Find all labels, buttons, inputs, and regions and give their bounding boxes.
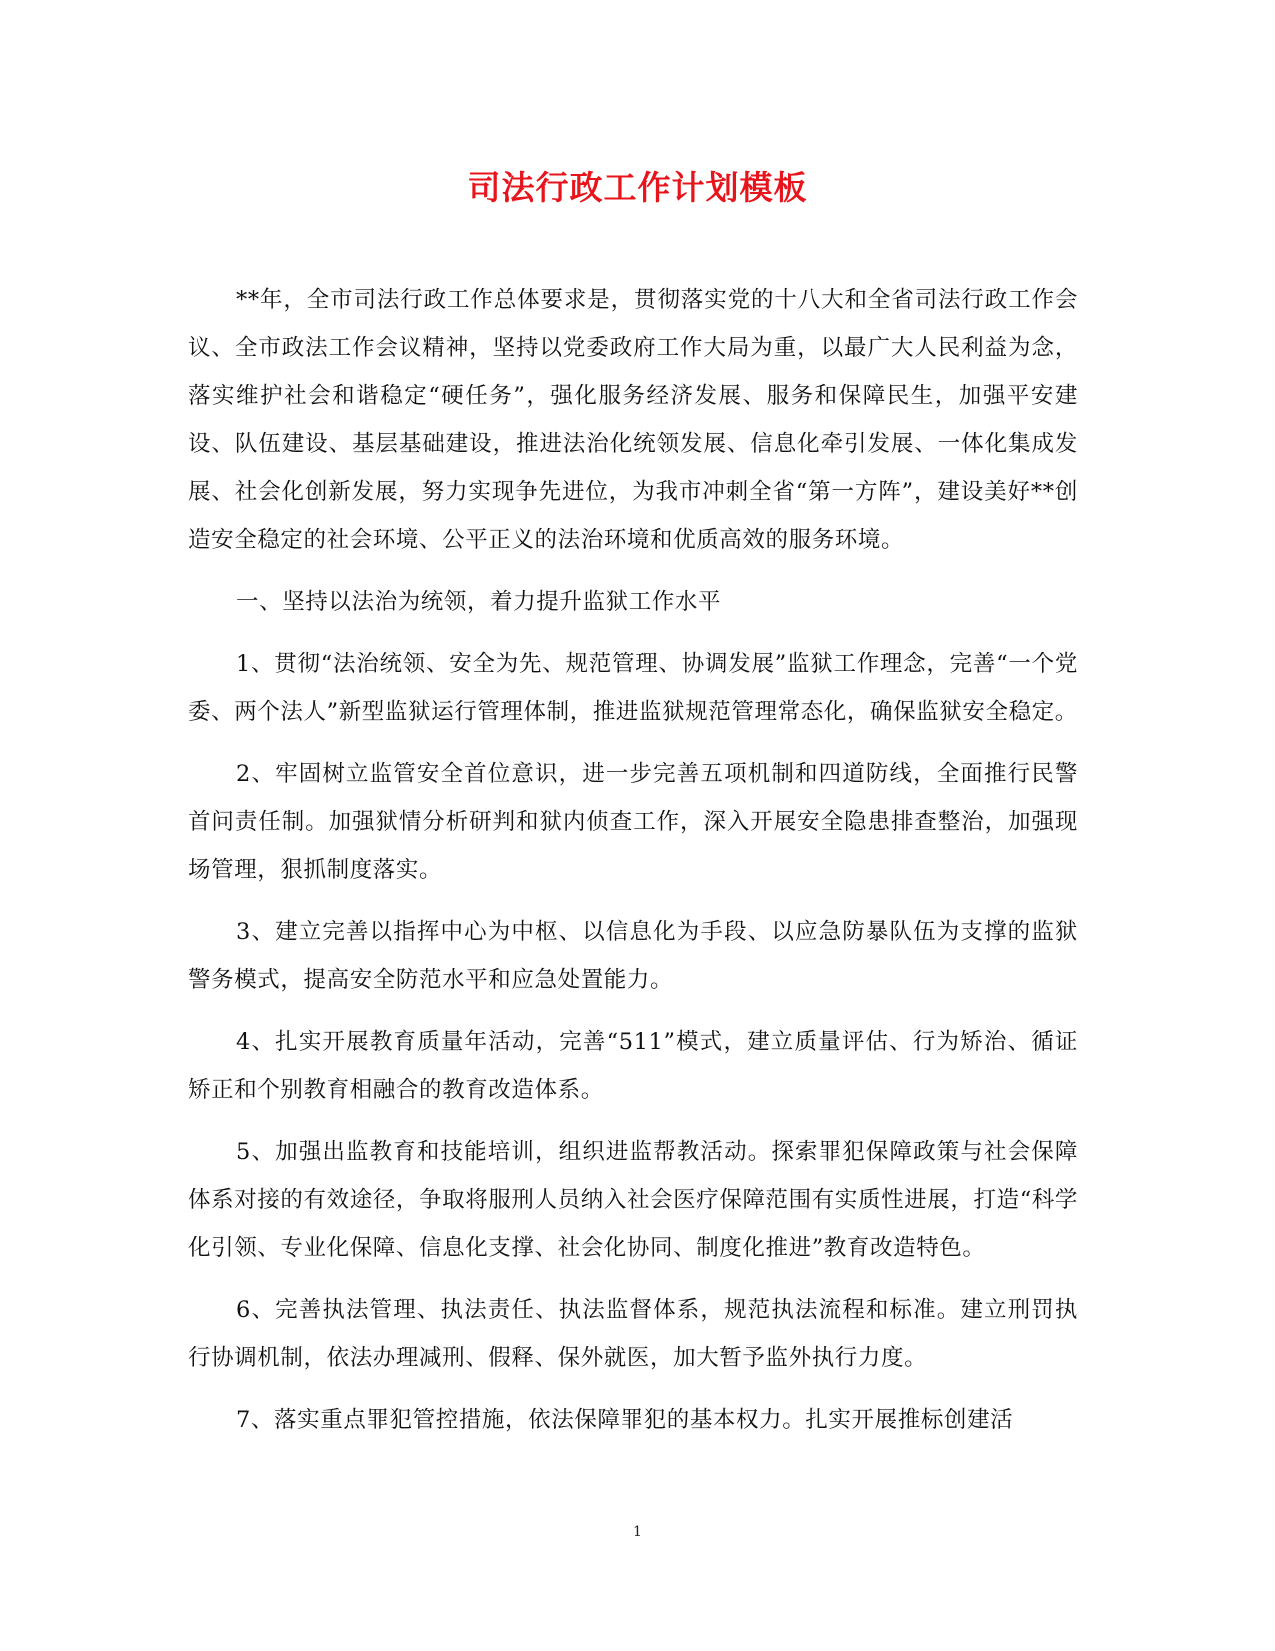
body-paragraph: 5、加强出监教育和技能培训，组织进监帮教活动。探索罪犯保障政策与社会保障体系对接的有效途径，争取将服刑人员纳入社会医疗保障范围有实质性进展，打造“科学化引领、专业化保障、信息化支撑、社会化协同、制度化推进”教育改造特色。 xyxy=(188,1139,1078,1261)
body-paragraph: 4、扎实开展教育质量年活动，完善“511”模式，建立质量评估、行为矫治、循证矫正和个别教育相融合的教育改造体系。 xyxy=(188,1029,1078,1103)
page-number: 1 xyxy=(633,1524,642,1540)
section-heading: 一、坚持以法治为统领，着力提升监狱工作水平 xyxy=(236,589,722,615)
body-paragraph: 3、建立完善以指挥中心为中枢、以信息化为手段、以应急防暴队伍为支撑的监狱警务模式，提高安全防范水平和应急处置能力。 xyxy=(188,919,1078,993)
document-body xyxy=(188,276,1078,1458)
document-title: 司法行政工作计划模板 xyxy=(467,168,808,207)
body-paragraph: 6、完善执法管理、执法责任、执法监督体系，规范执法流程和标准。建立刑罚执行协调机制，依法办理减刑、假释、保外就医，加大暂予监外执行力度。 xyxy=(188,1297,1078,1371)
intro-paragraph: **年，全市司法行政工作总体要求是，贯彻落实党的十八大和全省司法行政工作会议、全市政法工作会议精神，坚持以党委政府工作大局为重，以最广大人民利益为念，落实维护社会和谐稳定“硬任务”，强化服务经济发展、服务和保障民生，加强平安建设、队伍建设、基层基础建设，推进法治化统领发展、信息化牵引发展、一体化集成发展、社会化创新发展，努力实现争先进位，为我市冲刺全省“第一方阵”，建设美好**创造安全稳定的社会环境、公平正义的法治环境和优质高效的服务环境。 xyxy=(188,287,1078,553)
body-paragraph: 1、贯彻“法治统领、安全为先、规范管理、协调发展”监狱工作理念，完善“一个党委、两个法人”新型监狱运行管理体制，推进监狱规范管理常态化，确保监狱安全稳定。 xyxy=(188,651,1078,725)
body-paragraph: 7、落实重点罪犯管控措施，依法保障罪犯的基本权力。扎实开展推标创建活 xyxy=(236,1407,1014,1433)
body-paragraph: 2、牢固树立监管安全首位意识，进一步完善五项机制和四道防线，全面推行民警首问责任制。加强狱情分析研判和狱内侦查工作，深入开展安全隐患排查整治，加强现场管理，狠抓制度落实。 xyxy=(188,761,1078,883)
